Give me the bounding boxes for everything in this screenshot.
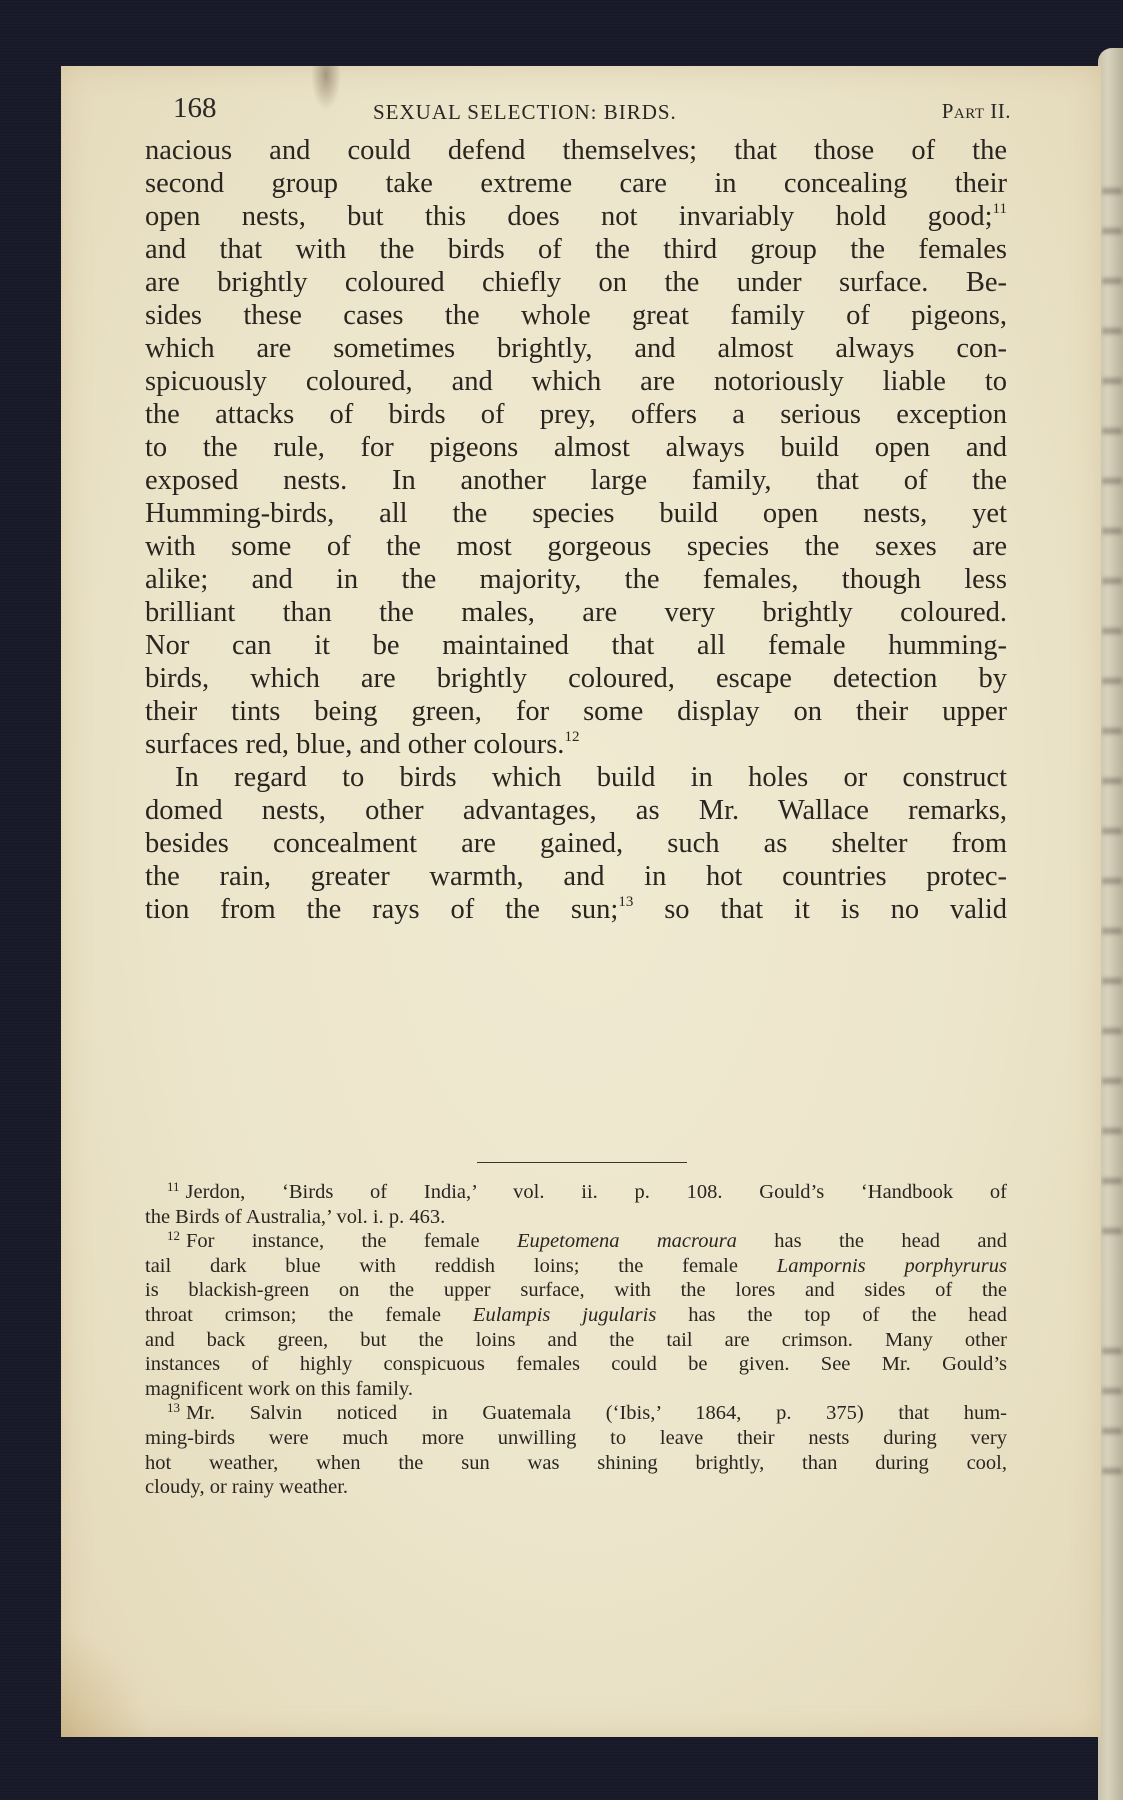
footnote-13-line: ming-birds were much more unwilling to leave their nests during very (145, 1426, 1007, 1449)
body-line: and that with the birds of the third group the females (145, 234, 1007, 265)
body-line: the attacks of birds of prey, offers a serious exception (145, 399, 1007, 430)
footnotes (145, 1180, 1007, 1500)
body-line: spicuously coloured, and which are notoriously liable to (145, 366, 1007, 397)
body-line: nacious and could defend themselves; that those of the (145, 135, 1007, 166)
body-line: are brightly coloured chiefly on the under surface. Be- (145, 267, 1007, 298)
footnote-12-line: tail dark blue with reddish loins; the female Lampornis porphyrurus (145, 1254, 1008, 1277)
body-line: brilliant than the males, are very brightly coloured. (145, 597, 1007, 628)
running-title: SEXUAL SELECTION: BIRDS. (373, 100, 677, 124)
footnote-number: 11 (167, 1179, 180, 1194)
species-name: Eulampis jugularis (472, 1303, 657, 1326)
footnote-13-line: hot weather, when the sun was shining brightly, than during cool, (145, 1451, 1007, 1474)
page-number: 168 (173, 92, 217, 124)
body-line: second group take extreme care in concealing their (145, 168, 1007, 199)
body-line: their tints being green, for some display on their upper (145, 696, 1007, 727)
page-header (173, 92, 1011, 132)
footnote-ref[interactable]: 13 (618, 894, 634, 910)
body-line: open nests, but this does not invariably hold good;$^{11}$ (145, 201, 1007, 232)
species-name: Eupetomena macroura (517, 1230, 737, 1253)
footnote-number: 12 (167, 1228, 180, 1244)
footnote-13-line: $^{13}$ Mr. Salvin noticed in Guatemala (‘Ibis,’ 1864, p. 375) that hum- (167, 1400, 1007, 1425)
footnote-12-line: and back green, but the loins and the tail are crimson. Many other (145, 1328, 1007, 1351)
body-line: exposed nests. In another large family, that of the (145, 465, 1007, 496)
body-line: to the rule, for pigeons almost always build open and (145, 432, 1007, 463)
footnote-divider (477, 1162, 687, 1163)
body-line: Nor can it be maintained that all female humming- (145, 630, 1007, 661)
footnote-11-line: $^{11}$ Jerdon, ‘Birds of India,’ vol. ii. p. 108. Gould’s ‘Handbook of (167, 1179, 1007, 1203)
body-line: alike; and in the majority, the females, though less (145, 564, 1007, 595)
species-name: Lampornis porphyrurus (776, 1254, 1008, 1277)
part-label: Part II. (941, 99, 1011, 123)
body-line: the rain, greater warmth, and in hot countries protec- (145, 861, 1007, 892)
footnote-number: 13 (167, 1400, 180, 1416)
body-line: birds, which are brightly coloured, escape detection by (145, 663, 1007, 694)
body-line: sides these cases the whole great family of pigeons, (145, 300, 1007, 331)
footnote-12-line: magnificent work on this family. (145, 1377, 413, 1400)
footnote-ref[interactable]: 11 (992, 201, 1007, 217)
footnote-12-line: is blackish-green on the upper surface, with the lores and sides of the (145, 1279, 1007, 1302)
body-line: domed nests, other advantages, as Mr. Wallace remarks, (145, 795, 1007, 826)
footnote-12-line: $^{12}$ For instance, the female Eupetomena macroura has the head and (167, 1228, 1008, 1253)
body-line: besides concealment are gained, such as shelter from (145, 828, 1007, 859)
footnote-13-line: cloudy, or rainy weather. (145, 1476, 349, 1499)
body-text (145, 134, 1007, 926)
body-line: Humming-birds, all the species build open nests, yet (145, 498, 1007, 529)
body-line: surfaces red, blue, and other colours.$^{12}$ (145, 729, 580, 760)
body-line: tion from the rays of the sun;$^{13}$ so that it is no valid (145, 894, 1007, 925)
footnote-12-line: throat crimson; the female Eulampis jugularis has the top of the head (145, 1303, 1007, 1326)
footnote-11-line: the Birds of Australia,’ vol. i. p. 463. (145, 1205, 446, 1228)
footnote-12-line: instances of highly conspicuous females could be given. See Mr. Gould’s (145, 1353, 1007, 1376)
next-page-edge (1098, 48, 1123, 1800)
body-line: with some of the most gorgeous species the sexes are (145, 531, 1007, 562)
body-line: which are sometimes brightly, and almost always con- (145, 333, 1007, 364)
body-line: In regard to birds which build in holes or construct (175, 762, 1007, 793)
footnote-ref[interactable]: 12 (564, 729, 580, 745)
